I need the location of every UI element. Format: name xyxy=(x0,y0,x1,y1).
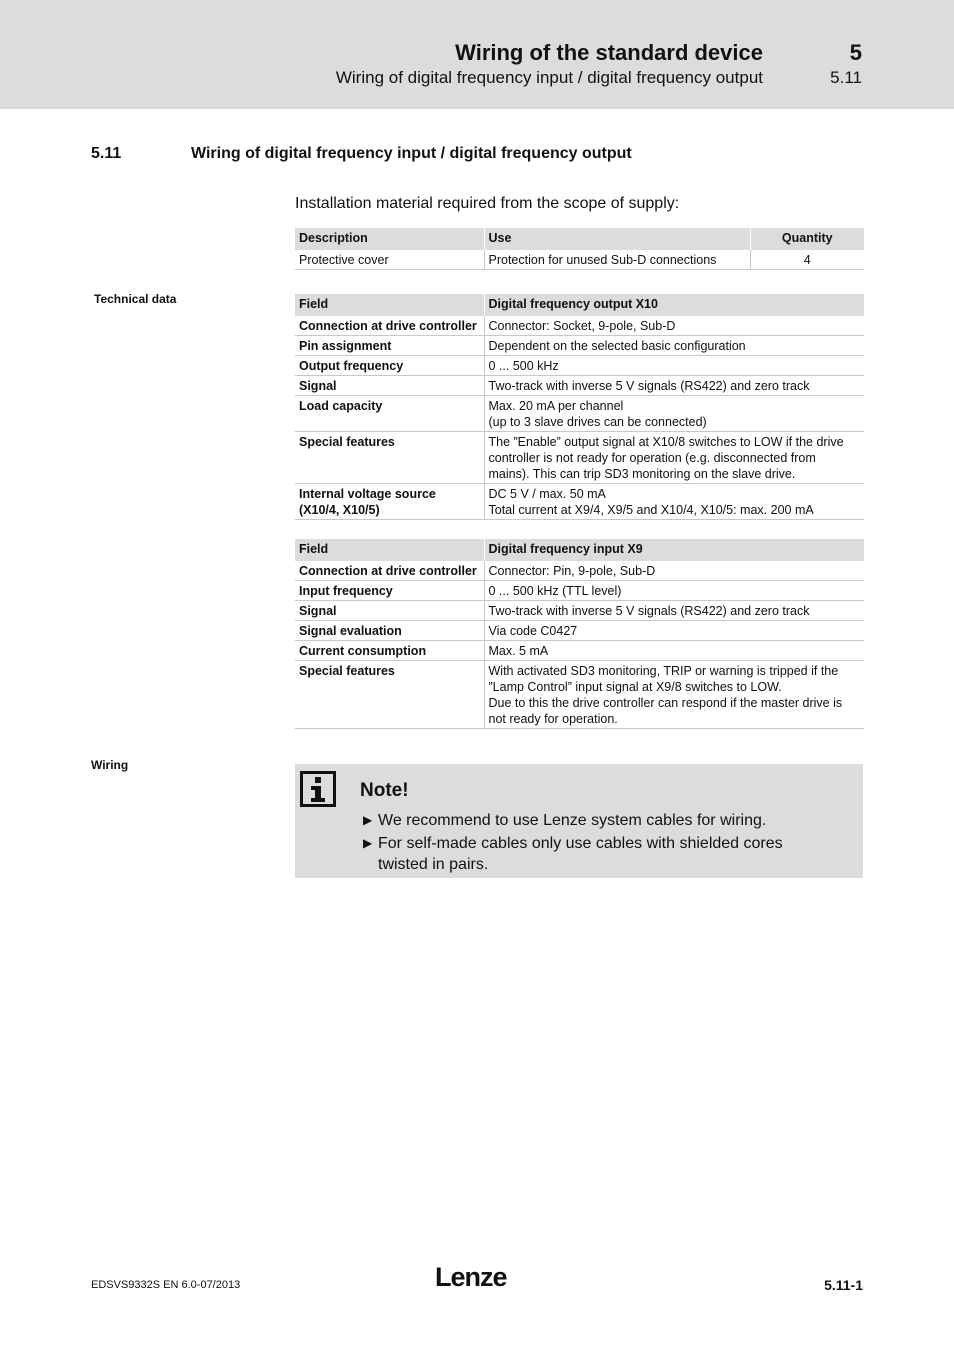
table-header-row xyxy=(295,294,864,316)
field-name-cell: Signal xyxy=(295,601,484,621)
column-header-field: Field xyxy=(295,294,484,316)
field-value-cell: 0 ... 500 kHz (TTL level) xyxy=(484,581,864,601)
field-value-cell: DC 5 V / max. 50 mA Total current at X9/4, X9/5 and X10/4, X10/5: max. 200 mA xyxy=(484,484,864,520)
table-row xyxy=(295,356,864,376)
table-header-row xyxy=(295,539,864,561)
field-value-cell: Connector: Pin, 9-pole, Sub-D xyxy=(484,561,864,581)
header-title: Wiring of the standard device xyxy=(455,40,763,65)
field-value-cell: Two-track with inverse 5 V signals (RS422) and zero track xyxy=(484,376,864,396)
note-item-text: We recommend to use Lenze system cables for wiring. xyxy=(378,812,767,829)
lenze-logo: Lenze xyxy=(435,1262,507,1292)
table-row xyxy=(295,581,864,601)
note-title: Note! xyxy=(360,780,409,801)
table-row xyxy=(295,661,864,729)
field-value-cell: 0 ... 500 kHz xyxy=(484,356,864,376)
header-chapter-number: 5 xyxy=(849,40,862,65)
section-title: Wiring of digital frequency input / digital frequency output xyxy=(191,145,632,162)
field-name-cell: Input frequency xyxy=(295,581,484,601)
field-name-cell: Special features xyxy=(295,661,484,729)
field-name-cell: Connection at drive controller xyxy=(295,561,484,581)
field-name-cell: Connection at drive controller xyxy=(295,316,484,336)
table-row xyxy=(295,376,864,396)
intro-text: Installation material required from the scope of supply: xyxy=(295,195,680,212)
note-item-text: For self-made cables only use cables with shielded cores twisted in pairs. xyxy=(378,835,783,873)
field-value-cell: The ”Enable” output signal at X10/8 switches to LOW if the drive controller is not ready for operation (e.g. disconnected from mains). This can trip SD3 monitoring on the slave drive. xyxy=(484,432,864,484)
side-label-wiring: Wiring xyxy=(91,758,129,772)
table-row xyxy=(295,336,864,356)
field-name-cell: Load capacity xyxy=(295,396,484,432)
footer-page-number: 5.11-1 xyxy=(824,1277,863,1293)
field-value-cell: Two-track with inverse 5 V signals (RS422) and zero track xyxy=(484,601,864,621)
header-subtitle: Wiring of digital frequency input / digital frequency output xyxy=(335,68,763,87)
cell-quantity: 4 xyxy=(750,250,864,270)
column-header-output: Digital frequency output X10 xyxy=(484,294,864,316)
field-name-cell: Signal xyxy=(295,376,484,396)
column-header-description: Description xyxy=(295,228,484,250)
column-header-use: Use xyxy=(484,228,750,250)
field-value-cell: Connector: Socket, 9-pole, Sub-D xyxy=(484,316,864,336)
column-header-field: Field xyxy=(295,539,484,561)
field-value-cell: Max. 5 mA xyxy=(484,641,864,661)
bullet-arrow-icon: ▶ xyxy=(363,813,373,827)
note-item xyxy=(363,833,833,875)
table-row xyxy=(295,250,864,270)
field-name-cell: Special features xyxy=(295,432,484,484)
table-row xyxy=(295,561,864,581)
note-item xyxy=(363,810,833,831)
field-value-cell: Via code C0427 xyxy=(484,621,864,641)
field-name-cell: Internal voltage source (X10/4, X10/5) xyxy=(295,484,484,520)
table-header-row xyxy=(295,228,864,250)
table-row xyxy=(295,316,864,336)
table-row xyxy=(295,432,864,484)
table-row xyxy=(295,484,864,520)
column-header-quantity: Quantity xyxy=(750,228,864,250)
cell-description: Protective cover xyxy=(295,250,484,270)
note-box xyxy=(295,764,863,878)
column-header-input: Digital frequency input X9 xyxy=(484,539,864,561)
field-name-cell: Pin assignment xyxy=(295,336,484,356)
field-value-cell: Max. 20 mA per channel (up to 3 slave drives can be connected) xyxy=(484,396,864,432)
field-name-cell: Current consumption xyxy=(295,641,484,661)
field-name-cell: Output frequency xyxy=(295,356,484,376)
info-icon xyxy=(300,771,336,807)
field-value-cell: Dependent on the selected basic configuration xyxy=(484,336,864,356)
table-row xyxy=(295,621,864,641)
side-label-technical-data: Technical data xyxy=(94,292,177,306)
field-value-cell: With activated SD3 monitoring, TRIP or warning is tripped if the ”Lamp Control” input signal at X9/8 switches to LOW. Due to this the drive controller can respond if the master drive is not ready for operation. xyxy=(484,661,864,729)
section-number: 5.11 xyxy=(91,145,122,162)
bullet-arrow-icon: ▶ xyxy=(363,836,373,850)
footer-document-id: EDSVS9332S EN 6.0-07/2013 xyxy=(91,1279,241,1291)
header-section-number: 5.11 xyxy=(830,68,862,87)
output-spec-table xyxy=(295,294,864,520)
input-spec-table xyxy=(295,539,864,729)
table-row xyxy=(295,601,864,621)
cell-use: Protection for unused Sub-D connections xyxy=(484,250,750,270)
table-row xyxy=(295,396,864,432)
table-row xyxy=(295,641,864,661)
field-name-cell: Signal evaluation xyxy=(295,621,484,641)
supply-table xyxy=(295,228,864,270)
page-header xyxy=(0,0,954,109)
